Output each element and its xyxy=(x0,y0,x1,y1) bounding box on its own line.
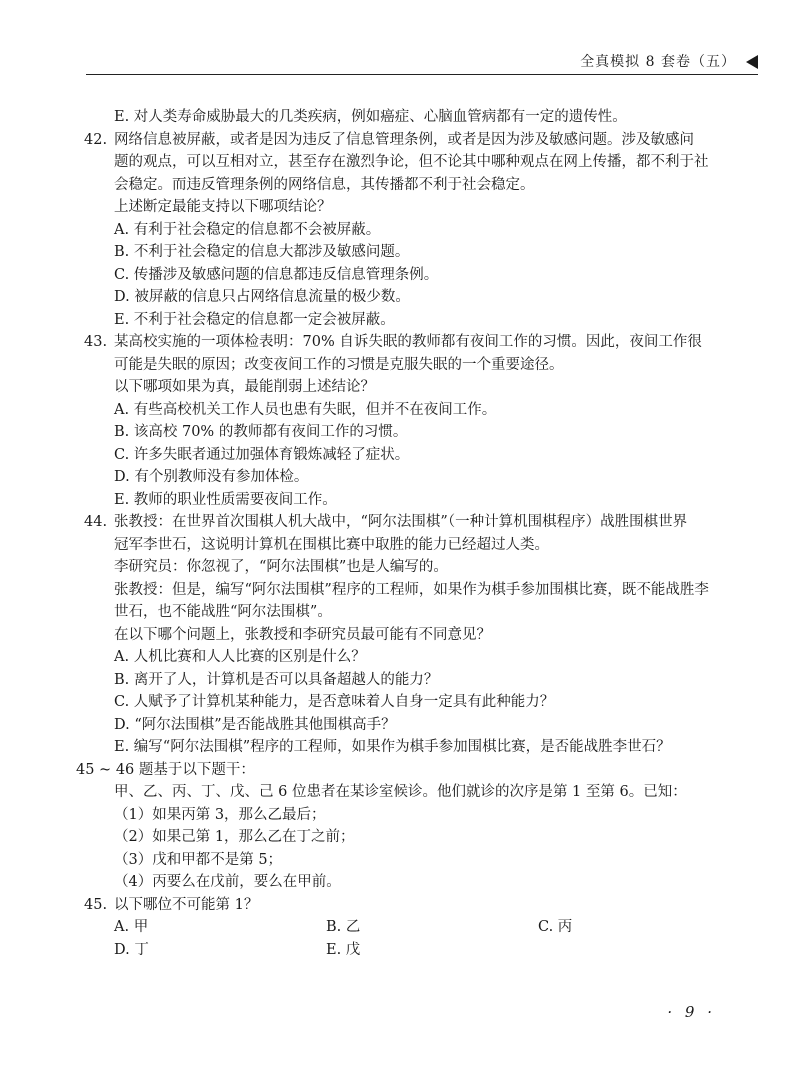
q44-option-d: D. “阿尔法围棋”是否能战胜其他围棋高手？ xyxy=(114,716,396,733)
q44-option-a: A. 人机比赛和人人比赛的区别是什么？ xyxy=(114,649,366,665)
q45-option-e: E. 戊 xyxy=(326,941,361,958)
question-number: 42. xyxy=(84,131,108,148)
page-number: · 9 · xyxy=(667,1003,716,1021)
q43-option-e: E. 教师的职业性质需要夜间工作。 xyxy=(114,491,337,508)
q42-option-d: D. 被屏蔽的信息只占网络信息流量的极少数。 xyxy=(114,289,410,305)
q45-options-row-2 xyxy=(84,939,744,962)
set-condition-4: （4）丙要么在戊前，要么在甲前。 xyxy=(114,874,341,890)
running-header-title: 全真模拟 8 套卷（五） xyxy=(580,54,736,70)
q42-option-e: E. 不利于社会稳定的信息都一定会被屏蔽。 xyxy=(114,311,395,328)
q43-option-a: A. 有些高校机关工作人员也患有失眠，但并不在夜间工作。 xyxy=(114,401,497,418)
set-heading: 45 ~ 46 题基于以下题干： xyxy=(76,761,255,778)
question-set-45-46 xyxy=(76,759,744,894)
q43-option-b: B. 该高校 70% 的教师都有夜间工作的习惯。 xyxy=(114,424,408,440)
page-content xyxy=(76,106,744,961)
q41-option-e: E. 对人类寿命威胁最大的几类疾病，例如癌症、心脑血管病都有一定的遗传性。 xyxy=(114,109,627,125)
q45-option-a: A. 甲 xyxy=(114,919,149,935)
q42-stem-line-3: 会稳定。而违反管理条例的网络信息，其传播都不利于社会稳定。 xyxy=(114,176,535,193)
q42-question: 上述断定最能支持以下哪项结论？ xyxy=(114,199,332,215)
set-condition-1: （1）如果丙第 3，那么乙最后； xyxy=(114,806,326,823)
question-number: 44. xyxy=(84,514,108,530)
q45-options-row-1 xyxy=(84,916,744,939)
set-condition-2: （2）如果己第 1，那么乙在丁之前； xyxy=(114,829,355,845)
question-42 xyxy=(84,129,744,332)
q44-stem-line-5: 世石，也不能战胜“阿尔法围棋”。 xyxy=(114,604,332,620)
question-45 xyxy=(84,894,744,962)
question-44 xyxy=(84,511,744,759)
q43-question: 以下哪项如果为真，最能削弱上述结论？ xyxy=(114,379,375,395)
page-header xyxy=(86,42,758,72)
q45-question: 以下哪位不可能第 1？ xyxy=(114,896,259,913)
q44-stem-line-3: 李研究员：你忽视了，“阿尔法围棋”也是人编写的。 xyxy=(114,559,448,575)
q44-option-c: C. 人赋予了计算机某种能力，是否意味着人自身一定具有此种能力？ xyxy=(114,694,555,710)
question-number: 43. xyxy=(84,334,108,350)
q45-option-c: C. 丙 xyxy=(538,919,573,935)
q42-stem-line-1: 网络信息被屏蔽，或者是因为违反了信息管理条例，或者是因为涉及敏感问题。涉及敏感问 xyxy=(114,131,694,148)
q44-option-b: B. 离开了人，计算机是否可以具备超越人的能力？ xyxy=(114,671,439,688)
q44-question: 在以下哪个问题上，张教授和李研究员最可能有不同意见？ xyxy=(114,626,491,643)
question-number: 45. xyxy=(84,896,108,913)
q43-stem-line-1: 某高校实施的一项体检表明：70% 自诉失眠的教师都有夜间工作的习惯。因此，夜间工作很 xyxy=(114,334,702,350)
q44-stem-line-4: 张教授：但是，编写“阿尔法围棋”程序的工程师，如果作为棋手参加围棋比赛，既不能战胜李 xyxy=(114,581,709,598)
q42-option-c: C. 传播涉及敏感问题的信息都违反信息管理条例。 xyxy=(114,266,439,283)
q43-stem-line-2: 可能是失眠的原因；改变夜间工作的习惯是克服失眠的一个重要途径。 xyxy=(114,356,564,373)
set-condition-3: （3）戊和甲都不是第 5； xyxy=(114,851,283,868)
q43-option-d: D. 有个别教师没有参加体检。 xyxy=(114,469,309,485)
set-stem: 甲、乙、丙、丁、戊、己 6 位患者在某诊室候诊。他们就诊的次序是第 1 至第 6。已知： xyxy=(114,784,687,800)
q44-stem-line-2: 冠军李世石，这说明计算机在围棋比赛中取胜的能力已经超过人类。 xyxy=(114,536,549,553)
q43-option-c: C. 许多失眠者通过加强体育锻炼减轻了症状。 xyxy=(114,446,410,463)
header-rule xyxy=(86,74,758,75)
question-43 xyxy=(84,331,744,511)
q42-stem-line-2: 题的观点，可以互相对立，甚至存在激烈争论，但不论其中哪种观点在网上传播，都不利于社 xyxy=(114,154,709,170)
header-arrow-icon xyxy=(746,55,758,69)
q44-stem-line-1: 张教授：在世界首次围棋人机大战中，“阿尔法围棋”（一种计算机围棋程序）战胜围棋世界 xyxy=(114,514,688,530)
q44-option-e: E. 编写“阿尔法围棋”程序的工程师，如果作为棋手参加围棋比赛，是否能战胜李世石？ xyxy=(114,739,671,755)
q42-option-a: A. 有利于社会稳定的信息都不会被屏蔽。 xyxy=(114,221,381,238)
q42-option-b: B. 不利于社会稳定的信息大都涉及敏感问题。 xyxy=(114,244,410,260)
q45-option-b: B. 乙 xyxy=(326,919,361,935)
q45-option-d: D. 丁 xyxy=(114,941,149,958)
